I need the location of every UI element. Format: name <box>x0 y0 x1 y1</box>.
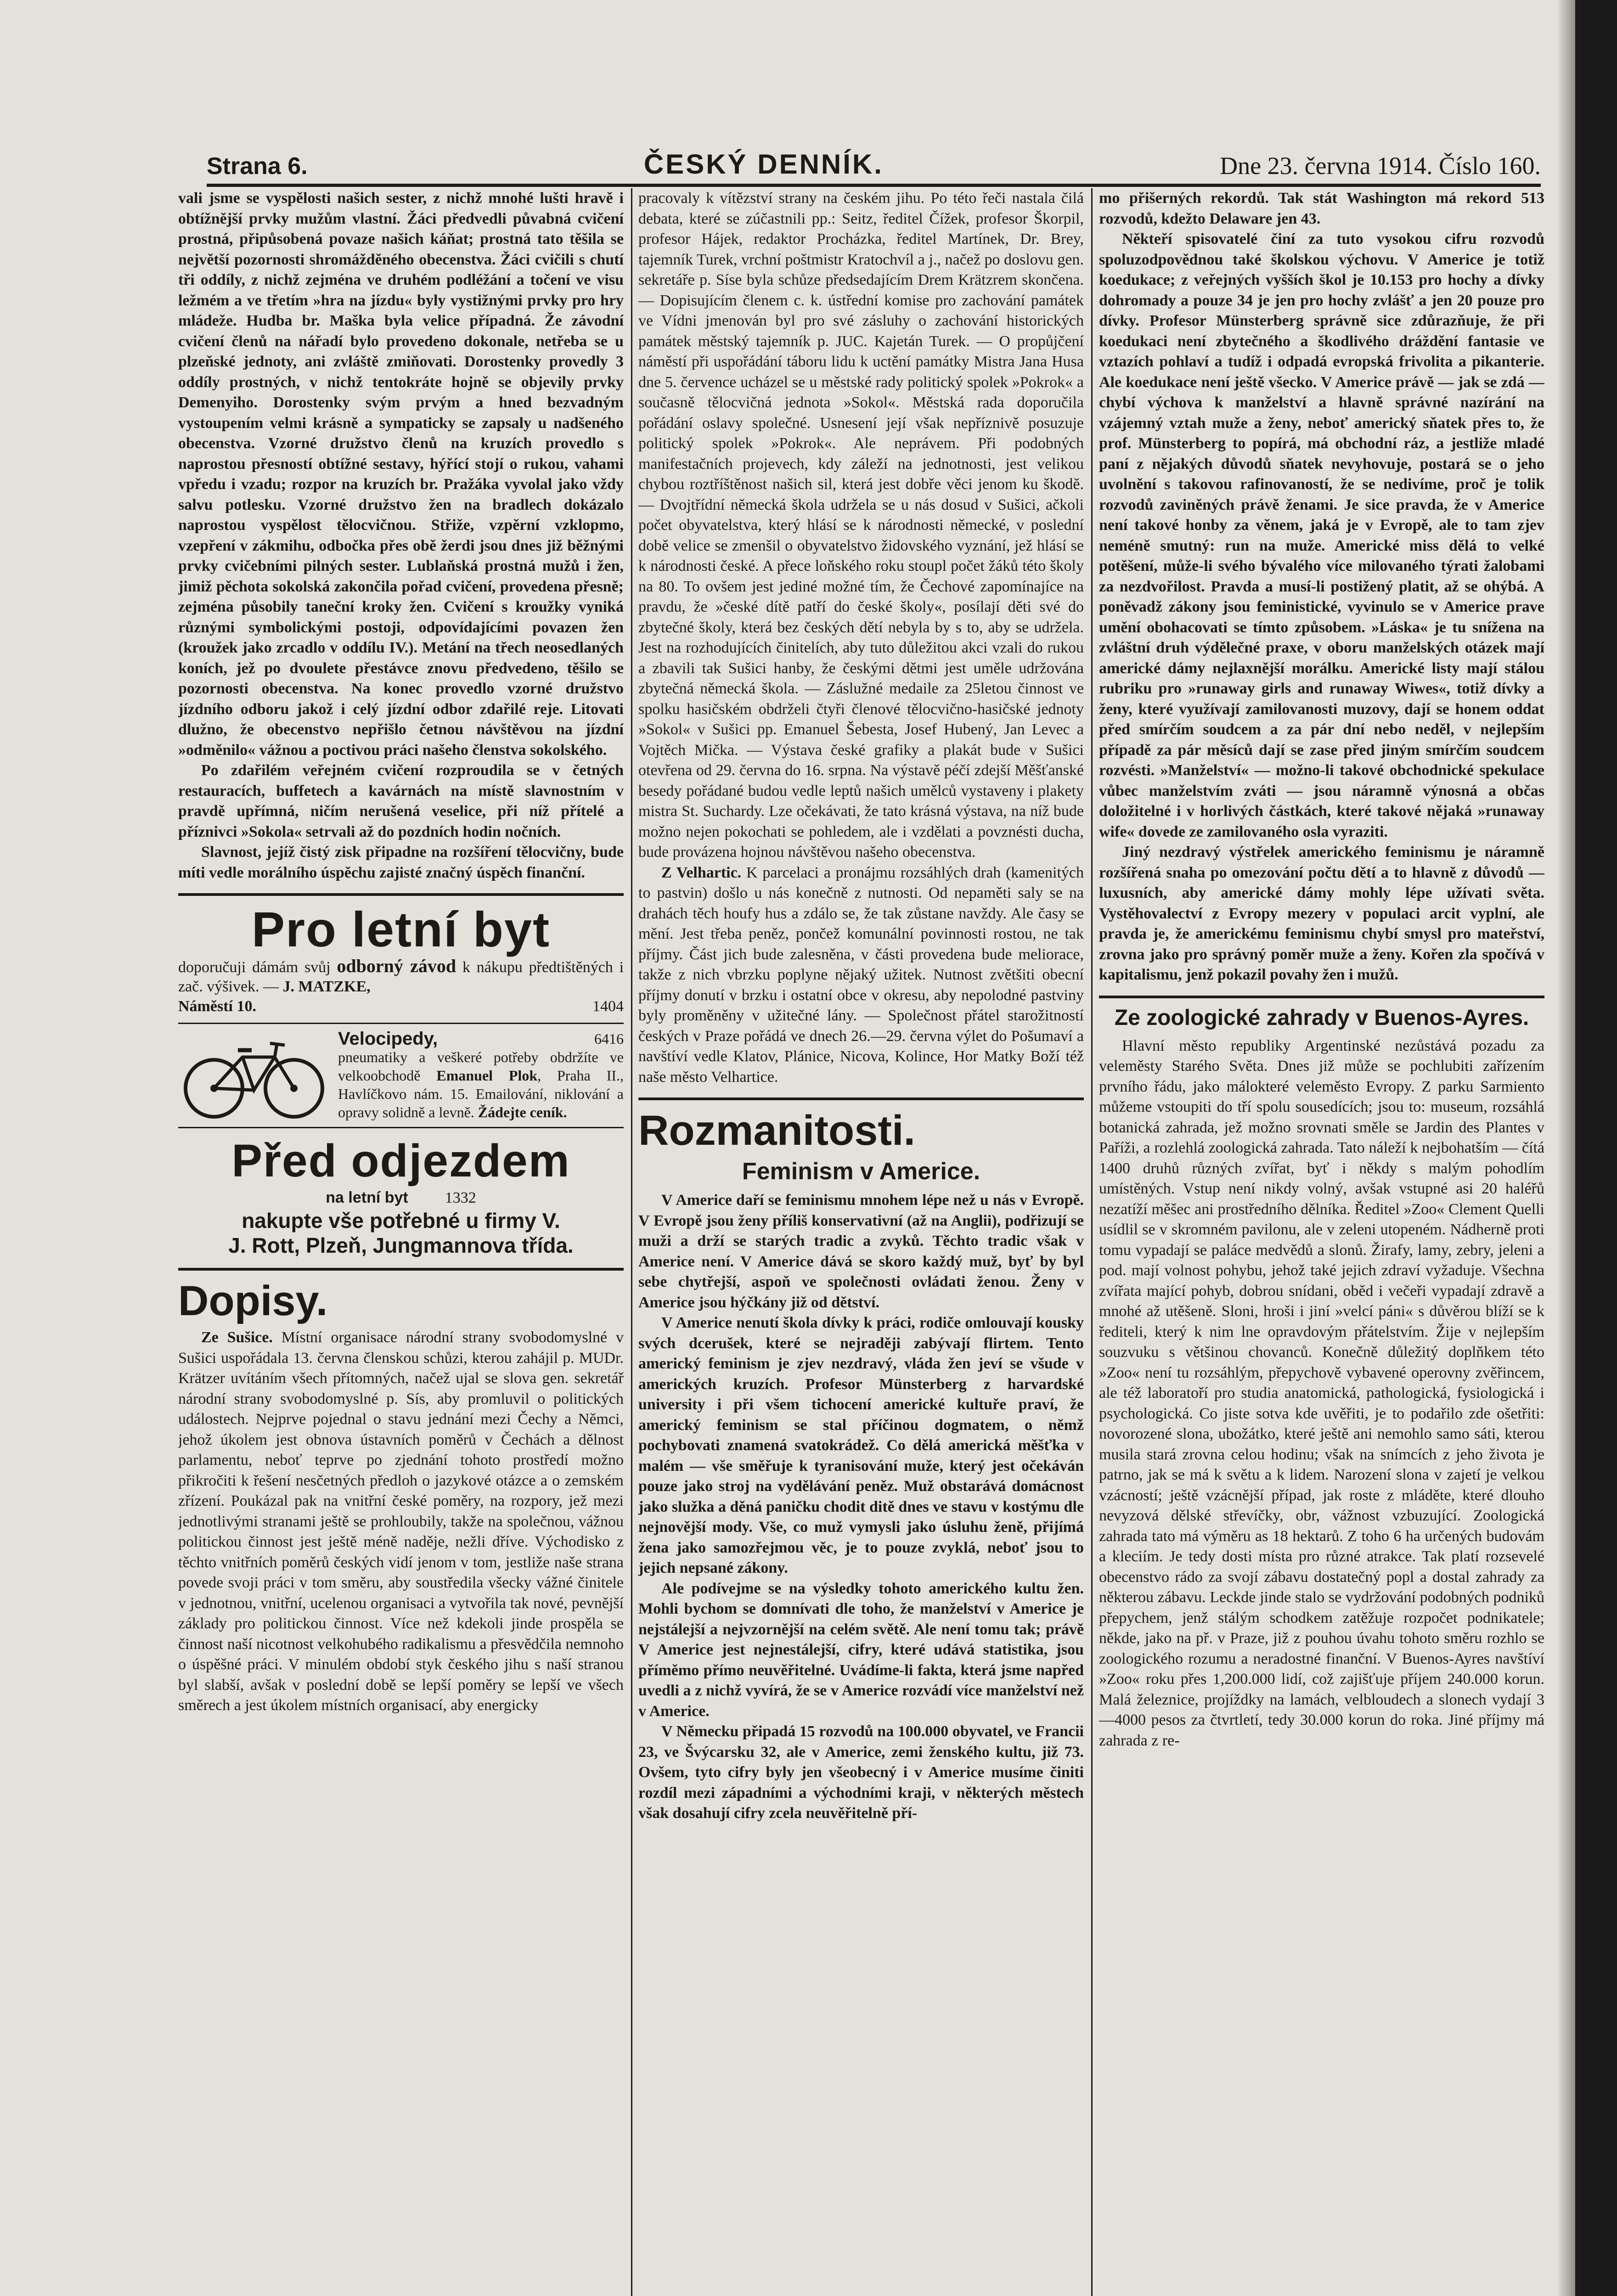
sokol-report-text-2: Po zdařilém veřejném cvičení rozproudila se v četných restauracích, buffetech a kavárnách na místě slavnostním v pravdě upřímná, ničím nerušená veselice, při níž přítelé a příznivci »Sokola« setrvali až do pozdních hodin nočních. <box>178 762 624 840</box>
section-rule <box>1099 996 1544 998</box>
ad-velocipedy <box>178 1030 624 1121</box>
ad-body: Velocipedy, 6416 pneumatiky a veškeré potřeby obdržíte ve velkoobchodě Emanuel Plok, Praha II., Havlíčkovo nám. 15. Emailování, niklování a opravy solidně a levně. Žádejte ceník. <box>338 1028 624 1120</box>
ad-headline: Před odjezdem <box>231 1135 570 1187</box>
ad-headline: Velocipedy, <box>338 1028 438 1049</box>
feminism-text-cont: mo přišerných rekordů. Tak stát Washington má rekord 513 rozvodů, kdežto Delaware jen 43. <box>1099 190 1544 227</box>
zoo-text: Hlavní město republiky Argentinské nezůstává pozadu za veleměsty Starého Světa. Dnes již může se pochlubiti zařízením prvního řádu, jako málokteré veleměsto Evropy. Z parku Sarmiento můžeme vstoupiti do tří spolu sousedících; jsou to: museum, rozsáhlá botanická zahrada, jež možno srovnati směle se Jardin des Plantes v Paříži, a rozlehlá zoologická zahrada. Tato náleží k nejbohatším — čítá 1400 druhů různých zvířat, byť i někdy s malým pohodlím umístěných. Vstup není nikdy volný, avšak vstupné asi 20 haléřů nezatíží měšec ani prostředního dělníka. Ředitel »Zoo« Clement Quelli usídlil se v skromném pavilonu, ale v zeleni utopeném. Nádherně proti tomu vypadají se paláce medvědů a slonů. Žirafy, lamy, zebry, jeleni a pod. mají volnost pohybu, jehož také jejich zdraví vyžaduje. Všechna zvířata mající pohyb, dobrou snídani, oběd i večeři vypadají zdravě a mnohé až utěšeně. Sloni, hroši i jiní »velcí páni« s důvěrou blíží se k řediteli, který k nim lne opravdovým přátelstvím. Žije v nejlepším souzvuku s většinou chovanců. Konečně důležitý doplňkem této »Zoo« není tu rozsáhlým, přepychově vybavené operovny zvěřincem, ale též laboratoří pro studia anatomická, pathologická, fysiologická i psychologická. Co jiste sotva kde uvěřiti, je to podařilo zde ošetřiti: novorozené slona, ubožátko, které ještě ani nemohlo samo sáti, kterou musila stará zrovna celou hodinu; však na snímcích z jeho života je patrno, jak se má k světu a k lidem. Narození slona v zajetí je velkou vzácností; ještě vzácnější případ, jak roste z mláděte, které dlouho nevyzová dělské střevíčky, obr, vážnost vzbuzující. Zoologická zahrada tato má výměru as 18 hektarů. Z toho 6 ha určených budovám a kleciím. Je tedy dosti místa pro různé atrakce. Tak platí rozsevelé obecenstvo rádo za svojí zábavu dostatečný popl a dostal zahrady za některou zábavu. Leckde jinde stalo se vydržování podobných podniků přepychem, jenž stálým schodkem zatěžuje rozpočet podnikatele; někde, jako na př. v Praze, již z pouhou úvahu tohoto směru rozhlo se zoologického rozumu a neradostné finanční. V Buenos-Ayres navštíví »Zoo« roku přes 1,200.000 lidí, což zajišťuje příjem 240.000 korun. Malá železnice, projíždky na lamách, velbloudech a slonech vydají 3—4000 pesos za čtvrtletí, tedy 30.000 korun do roka. Jiné příjmy má zahrada z re- <box>1099 1037 1544 1749</box>
newspaper-title: ČESKÝ DENNÍK. <box>643 149 884 180</box>
section-rule <box>178 1127 624 1128</box>
feminism-text-cont: Někteří spisovatelé činí za tuto vysokou cifru rozvodů spoluzodpovědnou také školskou výchovu. V Americe je totiž koedukace; z veřejných vyšších škol je 10.153 pro hochy a dívky dohromady a pouze 34 je jen pro hochy zvlášť a jen 20 pouze pro dívky. Profesor Münsterberg správně sice zdůrazňuje, že při koedukaci není zbytečného a škodlivého dráždění fantasie ve vztazích pohlaví a tudíž i odpadá evropská frivolita a pikanterie. Ale koedukace není ještě všecko. V Americe právě — jak se zdá — chybí výchova k manželství a hlavně správné nazírání na vzájemný vztah muže a ženy, neboť americký sňatek přes to, že prof. Münsterberg to popírá, má obchodní ráz, a jestliže mladé paní z nějakých důvodů sňatek nevyhovuje, postará se o jeho uvolnění s takovou rafinovaností, že se nedivíme, proč je tolik rozvodů zaviněných právě ženami. Je sice pravda, že v Americe není takové honby za věnem, jaká je v Evropě, ale to tam zjev neméně smutný: run na muže. Americké miss dělá to velké potěšení, může-li svého bývalého více milovaného týrati žalobami za nezdvořilost. Pravda a musí-li postižený platit, až se ohýbá. A poněvadž zákony jsou feministické, vyvinulo se v Americe prave umění obohacovati se tímto způsobem. »Láska« je tu snížena na zvláštní druh výdělečné praxe, v oboru manželských otázek mají americké dámy nejlaxnější morálku. Americké listy mají stálou rubriku pro »runaway girls and runaway Wiwes«, totiž dívky a ženy, které využívají zamilovanosti muzovy, dají se honem oddat před smírčím soudcem a za pár dní nebo neděl, v nejlepším případě za pár měsíců dají se zase před jiným smírčím soudcem rozvésti. »Manželství« — možno-li takové obchodnické spekulace vůbec manželstvím zváti — jsou náramně výnosná a občas doložitelné i v horlivých částkách, které takové nějaká »runaway wife« dovede ze zamilovaného osla vyraziti. <box>1099 231 1544 840</box>
ad-footer: Náměstí 10. 1404 <box>178 998 624 1015</box>
feminism-text-cont: Jiný nezdravý výstřelek amerického feminismu je náramně rozšířená snaha po omezování počtu dětí a to hlavně z důvodů — luxusních, aby americké dámy mohly lépe užívati světa. Vystěhovalectví z Evropy mezery v populaci arcit vyplní, ale pravda je, že americkému feminismu chybí smysl pro mateřství, zrovna jako pro správný poměr muže a ženy. Kořen zla spočívá v kapitalismu, jenž pokazil povahy žen i mužů. <box>1099 844 1544 983</box>
feminism-text: Ale podívejme se na výsledky tohoto amerického kultu žen. Mohli bychom se domnívati dle toho, že manželství v Americe je nejstálejší a nejvzornější na celém světě. Ale není tomu tak; právě V Americe jest nejnestálejší, cifry, které udává statistika, jsou příměmo přímo neuvěřitelné. Uvádíme-li fakta, která jsme napřed uvedli a z nichž vyvírá, že se v Americe rozvádí více manželství než v Americe. <box>638 1580 1084 1720</box>
feminism-text: V Americe daří se feminismu mnohem lépe než u nás v Evropě. V Evropě jsou ženy příliš konservativní (až na Anglii), podřizují se muži a drží se starých tradic a zvyků. Těchto tradic však v Americe není. V Americe dává se skoro každý muž, byť by byl sebe chytřejší, aspoň ve společnosti ovládati ženou. Ženy v Americe jsou hýčkány již od dětství. <box>638 1192 1084 1311</box>
column-3 <box>1099 188 1544 2296</box>
section-rule <box>638 1097 1084 1100</box>
ad-rott: Před odjezdem na letní byt 1332 nakupte vše potřebné u firmy V. J. Rott, Plzeň, Jungmannova třída. <box>178 1134 624 1258</box>
section-title-rozmanitosti: Rozmanitosti. <box>638 1107 916 1154</box>
feminism-text: V Německu připadá 15 rozvodů na 100.000 obyvatel, ve Francii 23, ve Švýcarsku 32, ale v Americe, zemi ženského kultu, již 73. Ovšem, tyto cifry byly jen všeobecný i v Americe musíme činiti rozdíl mezi západními a východními kraji, v některých městech však dosahují cifry zcela neuvěřitelně pří- <box>638 1723 1084 1822</box>
issue-date: Dne 23. června 1914. Číslo 160. <box>1220 152 1541 180</box>
ad-headline: Pro letní byt <box>251 901 551 957</box>
section-rule <box>178 1023 624 1024</box>
page-header <box>207 141 1541 187</box>
article-title-feminism: Feminism v Americe. <box>742 1158 980 1185</box>
column-2 <box>638 188 1084 2296</box>
column-divider <box>631 188 632 2296</box>
page-number: Strana 6. <box>207 153 308 180</box>
section-rule <box>178 893 624 896</box>
dopisy-text: Ze Sušice. Místní organisace národní strany svobodomyslné v Sušici uspořádala 13. června členskou schůzi, kterou zahájil p. MUDr. Krätzer uvítáním všech přítomných, načež ujal se slova gen. sekretář národní strany svobodomyslné p. Sís, aby promluvil o politických událostech. Nejprve pojednal o stavu jednání mezi Čechy a Němci, jehož úkolem jest obnova ústavních poměrů v Čechách a dělnost parlamentu, neboť teprve po zjednání tohoto prostředí možno přikročiti k řešení nesčetných předloh o jazykové otázce a o zemském zřízení. Poukázal pak na vnitřní české poměry, na rozpory, jež mezi jednotlivými stranami ještě se prohloubily, takže na společnou, vážnou politickou činnost jest ještě méně naděje, nežli dříve. Východisko z těchto vnitřních poměrů českých vidí jenom v tom, jestliže naše strana povede svoji práci v tom směru, aby soustředila všecky vážné činitele v jednotnou, vnitřní, ucelenou organisaci a vytvořila tak nové, pevnější základy pro politickou činnost. Více než kdekoli jinde prospěla se činnost naší nicotnost velkohubého radikalismu a přesvědčila nemnoho o úspěšné práci. V minulém období styk českého jihu s naší stranou byl slabší, avšak v poslední době se lepší poměry se lepší ve všech směrech a jest úkolem místních organisací, aby energicky <box>178 1329 624 1714</box>
column-1 <box>178 188 624 2296</box>
ad-body: doporučuji dámám svůj odborný závod k nákupu předtištěných i zač. výšivek. — J. MATZKE, <box>178 956 624 995</box>
section-title-dopisy: Dopisy. <box>178 1277 328 1324</box>
ad-matzke <box>178 902 624 1017</box>
section-rule <box>178 1268 624 1271</box>
bicycle-icon <box>178 1030 330 1121</box>
sokol-report-text: vali jsme se vyspělosti našich sester, z nichž mnohé lušti hravě i obtížnější prvky mužům vlastní. Žáci předvedli půvabná cvičení prostná, připůsobená povaze našich káňat; prostná tato těšila se největší pozornosti shromážděného obecenstva. Žáci cvičili s chutí tři oddíly, z nichž zejména ve druhém podléžání a točení ve visu ležmém a ve třetím »hra na jízdu« byly vystižnými prvky pro hry mládeže. Hudba br. Maška byla velice případná. Že závodní cvičení členů na nářadí bylo provedeno dokonale, netřeba se u plzeňské jednoty, ani zvláště zmiňovati. Dorostenky provedly 3 oddíly prostných, v nichž tentokráte hojně se objevily prvky Demenyiho. Dorostenky svým prvým a hned bezvadným vystoupením velmi krásně a sympaticky se zapsaly u nadšeného obecenstva. Vzorné družstvo členů na kruzích provedlo s naprostou přesností obtížné sestavy, hýřící stojí o rukou, vahami vpředu i vzadu; rozpor na kruzích br. Pražáka vyvolal jako vždy salvu potlesku. Vzorné družstvo žen na bradlech dokázalo naprostou vyspělost tělocvičnou. Střiže, vzpěrní vzklopmo, vzepření v zákmihu, odbočka přes obě žerdi jsou dnes již běžnými prvky cvičebními pilných sester. Lublaňská prostná mužů i žen, jimiž pěchota sokolská zakončila pořad cvičení, provedena přesně; zejména působily taneční kroky žen. Cvičení s kroužky vyniká různými symbolickými postoji, odpovídajícími povazen žen (kroužek jako zrcadlo v oddílu IV.). Metání na třech neosedlaných koních, jež po dvoulete přestávce znovu předvedeno, těšilo se pozornosti obecenstva. Na konec provedlo vzorné družstvo jízdního odboru jakož i celý jízdní odbor zdařilé reje. Litovati dlužno, že obecenstvo nepřišlo četnou návštěvou na jízdní »odměnilo« vážnou a poctivou práci našeho členstva sokolského. <box>178 190 624 759</box>
velhartice-text: Z Velhartic. K parcelaci a pronájmu rozsáhlých drah (kamenitých to pastvin) došlo u nás konečně z nutnosti. Od nepaměti saly se na drahách těch houfy hus a zdálo se, že tak zůstane navždy. Ale časy se mění. Jest třeba peněz, pončež komunální povinnosti rostou, ne tak příjmy. Část jich bude zalesněna, v části provedena bude meliorace, takže z nich vbrzku poplyne nějaký užitek. Nutnost zvětšiti obecní příjmy donutí v brzku i ostatní obce v okresu, aby nepolodné pastviny byly proměněny v užitečné lány. — Společnost přátel starožitností českých v Praze pořádá ve dnech 26.—29. června výlet do Pošumaví a navštíví vedle Klatov, Plánice, Nicova, Kolince, Hor Matky Boží též naše město Velhartice. <box>638 864 1084 1086</box>
article-title-zoo: Ze zoologické zahrady v Buenos-Ayres. <box>1114 1005 1529 1030</box>
dopisy-text-cont: pracovaly k vítězství strany na českém jihu. Po této řeči nastala čilá debata, které se zúčastnili pp.: Seitz, ředitel Čížek, profesor Škorpil, profesor Hájek, redaktor Procházka, ředitel Martínek, Dr. Brey, tajemník Turek, vrchní poštmistr Kratochvíl a j., načež po doslovu gen. sekretáře p. Síse byla schůze předsedajícím Drem Krätzrem skončena. — Dopisujícím členem c. k. ústřední komise pro zachování památek ve Vídni jmenován byl pro své zásluhy o zachování historických památek městský tajemník p. JUC. Kajetán Turek. — O propůjčení náměstí při uspořádání táboru lidu k uctění památky Mistra Jana Husa dne 5. července ucházel se u městské rady politický spolek »Pokrok« a současně tělocvičná jednota »Sokol«. Městská rada doporučila pořádání oslavy společné. Usnesení její však nepříznivě posuzuje politický spolek »Pokrok«. Ale neprávem. Při podobných manifestačních projevech, kdy záleží na jednotnosti, jest velikou chybou roztříštěnost našich sil, která jest dobře věci jenom ku škodě. — Dvojtřídní německá škola udržela se u nás dosud v Sušici, ačkoli počet obyvatelstva, který hlásí se k národnosti německé, v poslední době velice se zmenšil o obyvatelstvo židovského vyznání, jež hlásí se k národnosti české. A přece loňského roku stoupl počet žáků této školy na 80. To ovšem jest jediné možné tím, že Čechové zapomínajíce na pravdu, že »české dítě patří do české školy«, posílají děti své do zbytečné školy, která bez českých dětí nebyla by s to, aby se udržela. Jest na rozhodujících činitelích, aby tuto důležitou akci vzali do rukou a zbavili tak Sušici hanby, že českými dětmi jest uměle udržována zbytečná německá škola. — Záslužné medaile za 25letou činnost ve spolku hasičském obdrželi čtyři členové tělocvično-hasičské jednoty »Sokol« v Sušici pp. Emanuel Šebesta, Josef Hubený, Jan Levec a Vojtěch Mička. — Výstava české grafiky a plakát bude v Sušici otevřena od 29. června do 16. srpna. Na výstavě péčí zdejší Měšťanské besedy pořádané budou vedle leptů našich umělců vystaveny i plakety mistra St. Suchardy. Lze očekávati, že tato krásná výstava, na níž bude možno nejen pokochati se pohledem, ale i vzdělati a povznésti ducha, bude provázena hojnou návštěvou našeho obecenstva. <box>638 190 1084 861</box>
sokol-report-text-3: Slavnost, jejíž čistý zisk připadne na rozšíření tělocvičny, bude míti vedle morálního úspěchu zajisté značný úspěch finanční. <box>178 844 624 881</box>
column-divider <box>1091 188 1093 2296</box>
feminism-text: V Americe nenutí škola dívky k práci, rodiče omlouvají kousky svých dcerušek, které se nejraději zabývají flirtem. Tento americký feminism je zjev nezdravý, vláda žen jeví se všude v amerických kruzích. Profesor Münsterberg z harvardské university i při všem tichocení americké kultuře praví, že americký feminism se stal příčinou dogmatem, o němž pochybovati znamená svatokrádež. Co dělá americká měšťka v malém — vše směřuje k tyranisování muže, který jest očekáván pouze jako stroj na vydělávání peněz. Muž obstarává domácnost jako služka a děná paničku chodit ditě dnes ve stavu v kostýmu dle nejnovější mody. Vše, co muž vymysli jako úsluhu ženě, přijímá žena jako samozřejmou věc, je to pouze zvyklá, neboť jsou to jejich nepsané zákony. <box>638 1314 1084 1576</box>
